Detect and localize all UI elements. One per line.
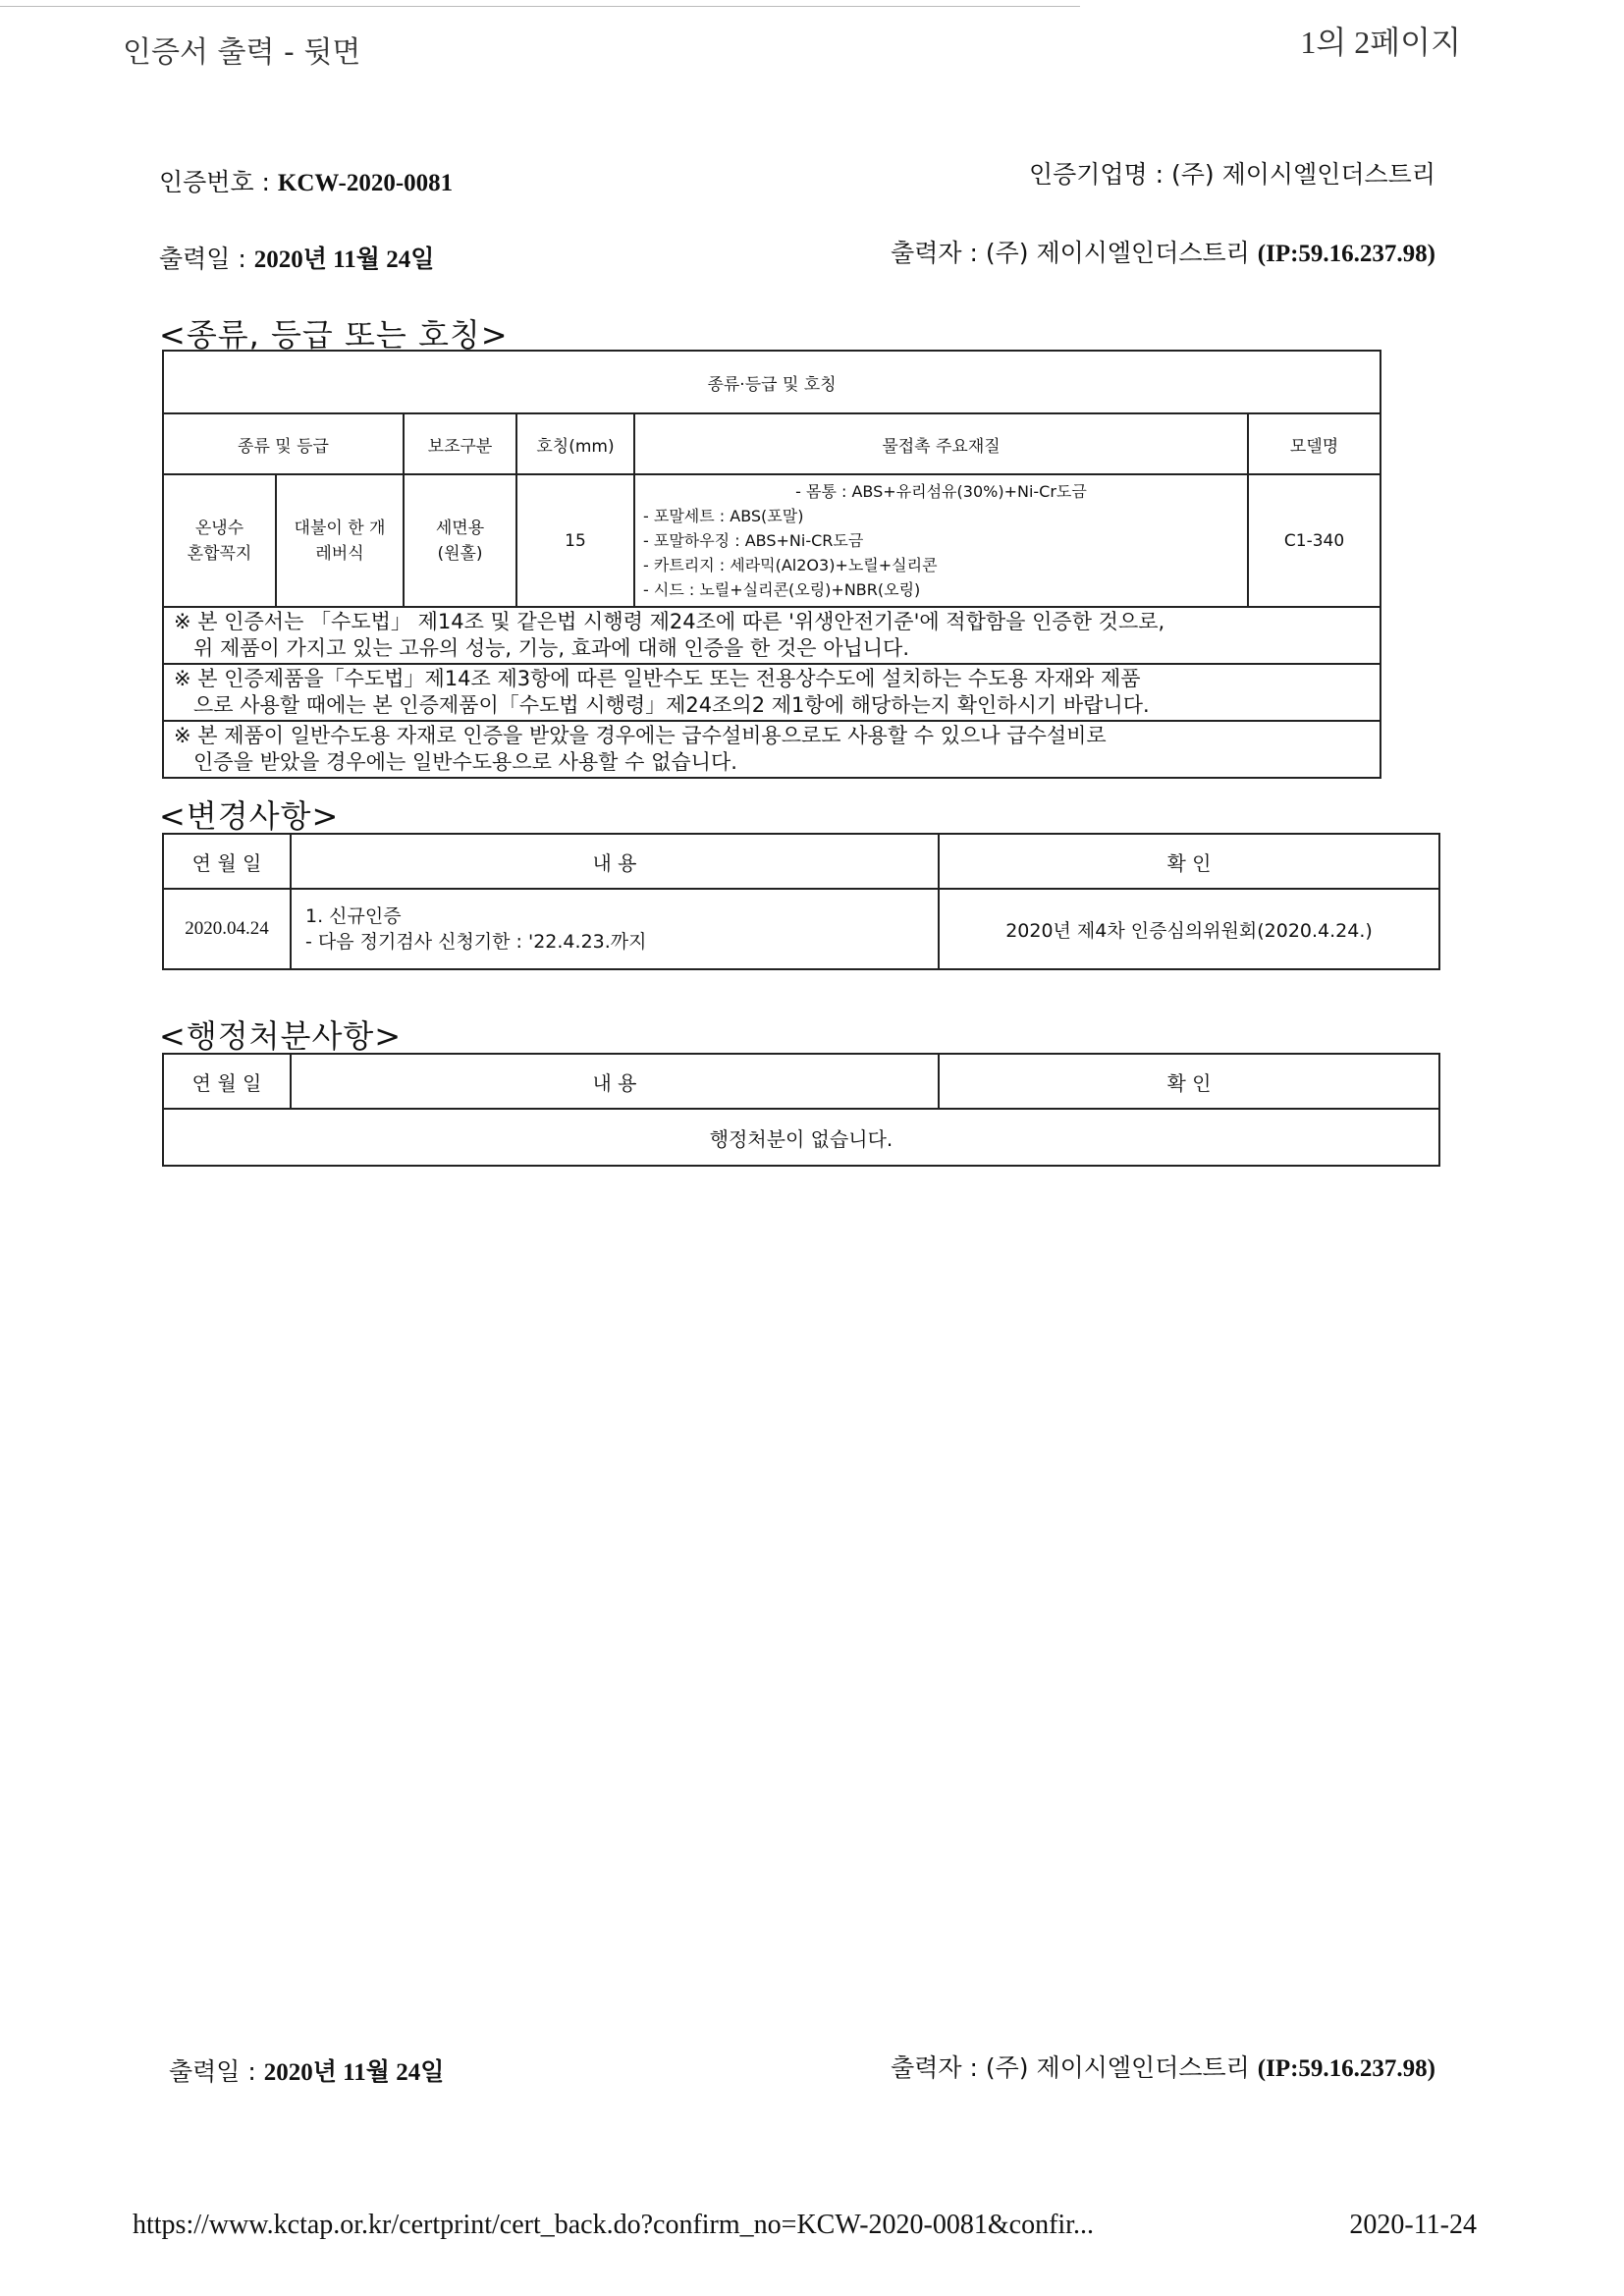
page-indicator: 1의 2페이지 <box>1300 25 1461 60</box>
cell-size: 15 <box>516 474 634 607</box>
content-line: - 다음 정기검사 신청기한 : '22.4.23.까지 <box>305 931 647 953</box>
cell-grade: 대불이 한 개 레버식 <box>276 474 404 607</box>
cert-number: 인증번호 : KCW-2020-0081 <box>159 168 454 196</box>
section-admin-title: <행정처분사항> <box>159 1017 403 1055</box>
footer-printer: 출력자 : (주) 제이시엘인더스트리 (IP:59.16.237.98) <box>891 2053 1435 2082</box>
header-content: 내 용 <box>291 834 939 889</box>
note-2: ※ 본 인증제품을「수도법」제14조 제3항에 따른 일반수도 또는 전용상수도에 설치하는 수도용 자재와 제품 으로 사용할 때에는 본 인증제품이「수도법 시행령」제24조의2 제1항에 해당하는지 확인하시기 바랍니다. <box>163 664 1380 721</box>
url-footer: https://www.kctap.or.kr/certprint/cert_back.do?confirm_no=KCW-2020-0081&confir... <box>133 2210 1094 2240</box>
cell-aux: 세면용 (원홀) <box>404 474 516 607</box>
header-content: 내 용 <box>291 1054 939 1109</box>
header-materials: 물접촉 주요재질 <box>634 413 1248 474</box>
material-line: - 포말하우징 : ABS+Ni-CR도금 <box>643 531 864 550</box>
material-line: - 시드 : 노릴+실리콘(오링)+NBR(오링) <box>643 580 921 599</box>
header-date: 연 월 일 <box>163 834 291 889</box>
section-type-title: <종류, 등급 또는 호칭> <box>159 316 509 354</box>
cert-company: 인증기업명 : (주) 제이시엘인더스트리 <box>1028 160 1435 189</box>
cell-date: 2020.04.24 <box>163 889 291 969</box>
table-title: 종류·등급 및 호칭 <box>163 351 1380 413</box>
type-grade-table <box>162 350 1381 779</box>
material-line: - 몸통 : ABS+유리섬유(30%)+Ni-Cr도금 <box>795 482 1087 501</box>
cell-confirm: 2020년 제4차 인증심의위원회(2020.4.24.) <box>939 889 1439 969</box>
header-aux: 보조구분 <box>404 413 516 474</box>
section-changes-title: <변경사항> <box>159 797 340 835</box>
material-line: - 카트리지 : 세라믹(Al2O3)+노릴+실리콘 <box>643 556 938 574</box>
header-model: 모델명 <box>1248 413 1380 474</box>
cell-materials <box>634 474 1248 607</box>
printer: 출력자 : (주) 제이시엘인더스트리 (IP:59.16.237.98) <box>891 239 1435 267</box>
print-title: 인증서 출력 - 뒷면 <box>123 35 361 70</box>
note-1: ※ 본 인증서는 「수도법」 제14조 및 같은법 시행령 제24조에 따른 '위생안전기준'에 적합함을 인증한 것으로, 위 제품이 가지고 있는 고유의 성능, 기능, 효과에 대해 인증을 한 것은 아닙니다. <box>163 607 1380 664</box>
table-row <box>163 889 1439 969</box>
empty-message: 행정처분이 없습니다. <box>163 1109 1439 1166</box>
date-footer: 2020-11-24 <box>1349 2210 1477 2240</box>
cell-type: 온냉수 혼합꼭지 <box>163 474 276 607</box>
header-type-grade: 종류 및 등급 <box>163 413 404 474</box>
header-confirm: 확 인 <box>939 834 1439 889</box>
content-line: 1. 신규인증 <box>305 905 402 927</box>
note-3: ※ 본 제품이 일반수도용 자재로 인증을 받았을 경우에는 급수설비용으로도 사용할 수 있으나 급수설비로 인증을 받았을 경우에는 일반수도용으로 사용할 수 없습니다. <box>163 721 1380 778</box>
material-line: - 포말세트 : ABS(포말) <box>643 507 804 525</box>
cell-model: C1-340 <box>1248 474 1380 607</box>
header-date: 연 월 일 <box>163 1054 291 1109</box>
header-size: 호칭(mm) <box>516 413 634 474</box>
print-date: 출력일 : 2020년 11월 24일 <box>159 245 435 273</box>
cell-content <box>291 889 939 969</box>
top-rule <box>0 6 1080 7</box>
footer-print-date: 출력일 : 2020년 11월 24일 <box>169 2057 445 2086</box>
header-confirm: 확 인 <box>939 1054 1439 1109</box>
admin-table <box>162 1053 1440 1167</box>
changes-table <box>162 833 1440 970</box>
